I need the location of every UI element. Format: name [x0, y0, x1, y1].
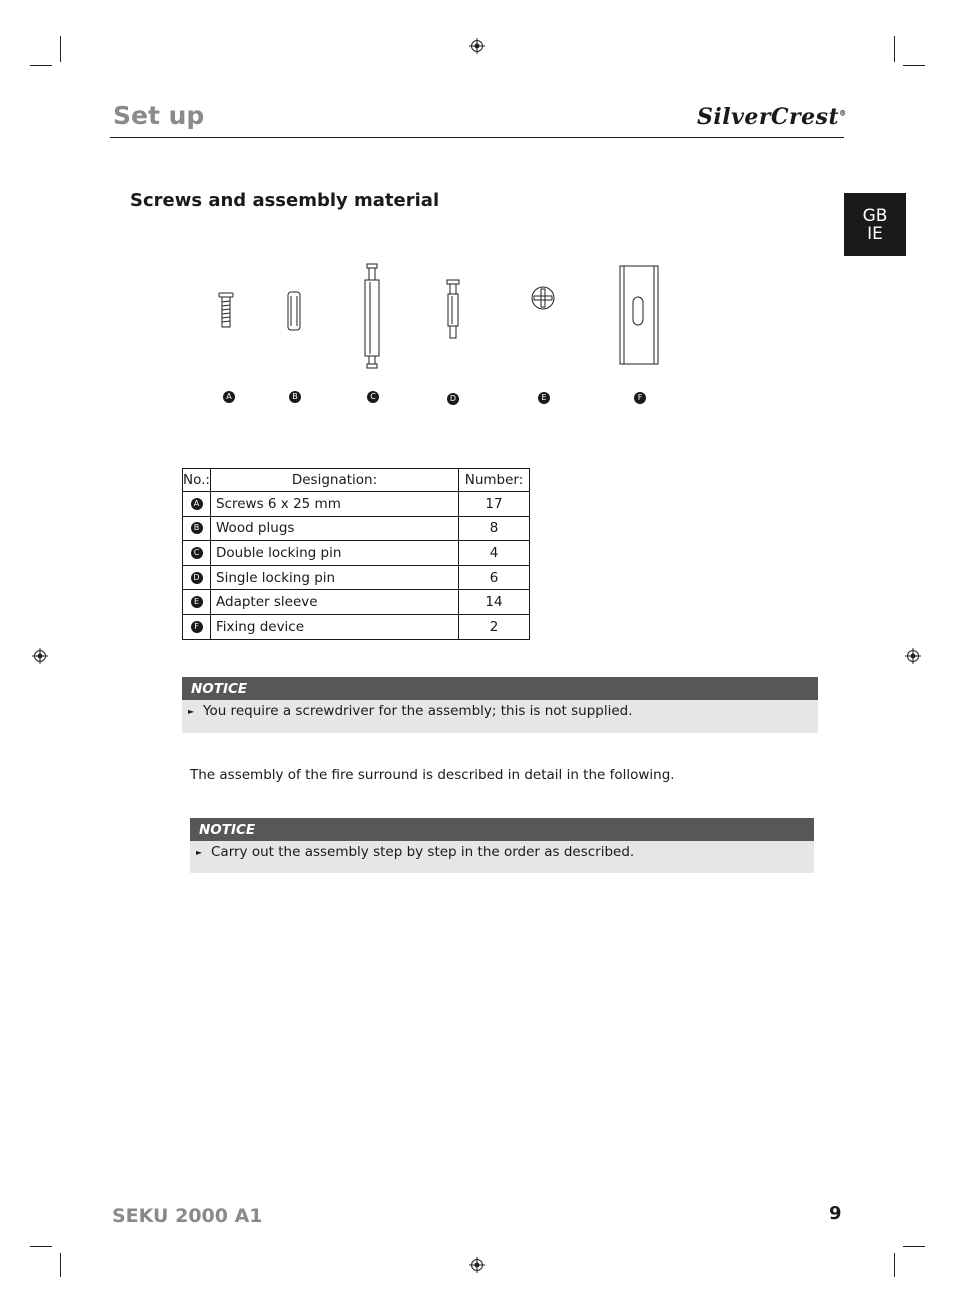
- part-marker-b: B: [289, 391, 301, 403]
- subsection-title: Screws and assembly material: [130, 190, 440, 211]
- table-row: [183, 516, 530, 541]
- brand-logo: [697, 104, 847, 130]
- row-designation: Adapter sleeve: [211, 590, 459, 615]
- row-marker: B: [191, 522, 203, 534]
- notice-text: You require a screwdriver for the assembly; this is not supplied.: [203, 703, 633, 719]
- single-locking-pin-icon: [447, 280, 459, 338]
- crop-mark: [60, 36, 61, 62]
- crop-mark: [60, 1253, 61, 1277]
- table-header-number: Number:: [459, 469, 530, 492]
- notice-text: Carry out the assembly step by step in the order as described.: [211, 844, 635, 860]
- table-row: [183, 492, 530, 517]
- row-marker: A: [191, 498, 203, 510]
- adapter-sleeve-icon: [532, 287, 554, 309]
- brand-name: SilverCrest: [697, 104, 840, 130]
- crop-mark: [894, 36, 895, 62]
- notice-body: [190, 841, 814, 873]
- page-number: 9: [829, 1203, 842, 1224]
- row-marker: D: [191, 572, 203, 584]
- registration-mark-icon: [469, 1257, 485, 1273]
- notice-title: NOTICE: [190, 818, 814, 841]
- footer-model: SEKU 2000 A1: [112, 1205, 263, 1227]
- language-code-ie: IE: [867, 223, 883, 244]
- table-row: [183, 565, 530, 590]
- registration-mark-icon: [905, 648, 921, 664]
- row-number: 2: [459, 614, 530, 639]
- row-designation: Screws 6 x 25 mm: [211, 492, 459, 517]
- section-title: Set up: [113, 101, 205, 130]
- row-number: 6: [459, 565, 530, 590]
- table-header-no: No.:: [183, 469, 211, 492]
- wood-plug-icon: [288, 292, 300, 330]
- crop-mark: [903, 65, 925, 66]
- table-row: [183, 590, 530, 615]
- part-marker-e: E: [538, 392, 550, 404]
- part-marker-a: A: [223, 391, 235, 403]
- row-designation: Double locking pin: [211, 541, 459, 566]
- table-header-row: [183, 469, 530, 492]
- notice-title: NOTICE: [182, 677, 818, 700]
- row-number: 17: [459, 492, 530, 517]
- row-number: 4: [459, 541, 530, 566]
- screw-icon: [219, 293, 233, 327]
- double-locking-pin-icon: [365, 264, 379, 368]
- table-row: [183, 541, 530, 566]
- crop-mark: [903, 1246, 925, 1247]
- part-marker-c: C: [367, 391, 379, 403]
- registration-mark-icon: [32, 648, 48, 664]
- part-marker-f: F: [634, 392, 646, 404]
- row-marker: E: [191, 596, 203, 608]
- language-tab: [844, 193, 906, 256]
- table-header-designation: Designation:: [211, 469, 459, 492]
- header-rule: [110, 137, 844, 138]
- notice-box: [182, 677, 818, 733]
- row-marker: C: [191, 547, 203, 559]
- row-number: 14: [459, 590, 530, 615]
- notice-body: [182, 700, 818, 733]
- row-marker: F: [191, 621, 203, 633]
- table-row: [183, 614, 530, 639]
- crop-mark: [894, 1253, 895, 1277]
- row-designation: Wood plugs: [211, 516, 459, 541]
- bullet-arrow-icon: ►: [196, 848, 203, 857]
- bullet-arrow-icon: ►: [188, 707, 195, 716]
- fixing-device-icon: [620, 266, 658, 364]
- notice-box: [190, 818, 814, 873]
- crop-mark: [30, 65, 52, 66]
- registration-mark-icon: [469, 38, 485, 54]
- crop-mark: [30, 1246, 52, 1247]
- row-number: 8: [459, 516, 530, 541]
- row-designation: Fixing device: [211, 614, 459, 639]
- registered-mark: ®: [839, 108, 847, 118]
- parts-table: [182, 468, 530, 640]
- row-designation: Single locking pin: [211, 565, 459, 590]
- language-code-gb: GB: [862, 205, 888, 226]
- body-paragraph: The assembly of the fire surround is described in detail in the following.: [190, 767, 675, 783]
- part-marker-d: D: [447, 393, 459, 405]
- parts-illustration: [200, 258, 680, 378]
